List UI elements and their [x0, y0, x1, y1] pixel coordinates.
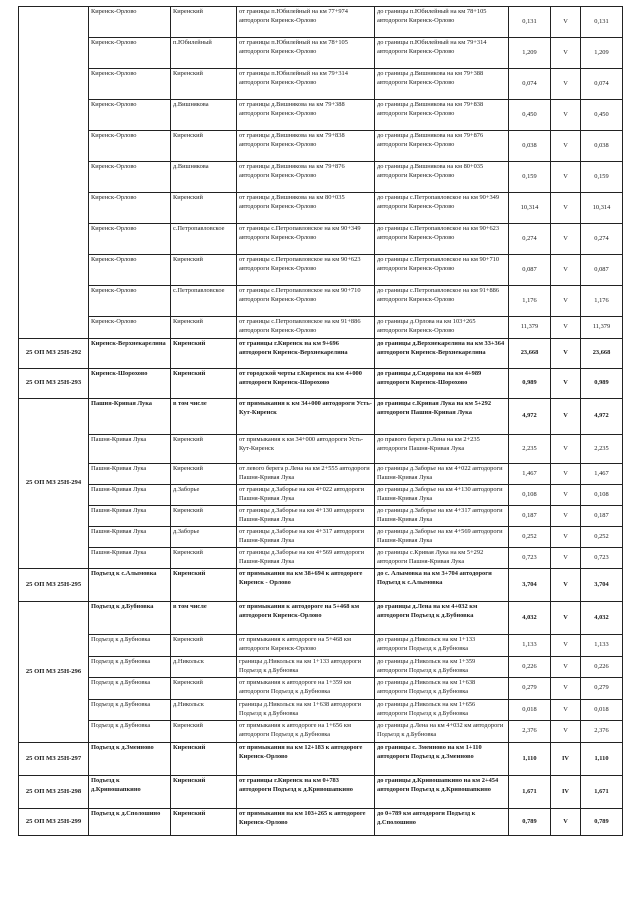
- start-point-cell: от примыкания к автодороге на 5+468 км автодороги Киренск-Орлово: [237, 635, 375, 657]
- locality-cell: д.Никольск: [171, 700, 237, 721]
- total-length-cell: 0,187: [581, 506, 623, 527]
- road-category-cell: V: [551, 286, 581, 317]
- end-point-cell: до границы д.Лена на км 4+032 км автодороги Подъезд к д.Бубновка: [375, 721, 509, 743]
- end-point-cell: до границы с. Змеиново на км 1+110 автодороги Подъезд к д.Змеиново: [375, 743, 509, 776]
- locality-cell: Киренский: [171, 369, 237, 399]
- start-point-cell: от примыкания к автодороге на 5+468 км автодороги Киренск-Орлово: [237, 602, 375, 635]
- table-row: [19, 399, 623, 435]
- table-row: [19, 317, 623, 339]
- road-category-cell: V: [551, 809, 581, 836]
- table-row: [19, 527, 623, 548]
- end-point-cell: до границы д.Заборье на км 4+569 автодороги Пашня-Кривая Лука: [375, 527, 509, 548]
- road-name-cell: Киренск-Орлово: [89, 100, 171, 131]
- total-length-cell: 1,133: [581, 635, 623, 657]
- road-id-cell: 25 ОП МЗ 25Н-293: [19, 369, 89, 399]
- table-row: [19, 548, 623, 569]
- total-length-cell: 0,108: [581, 485, 623, 506]
- total-length-cell: 0,274: [581, 224, 623, 255]
- road-name-cell: Пашня-Кривая Лука: [89, 435, 171, 464]
- length-km-cell: 23,668: [509, 339, 551, 369]
- length-km-cell: 0,989: [509, 369, 551, 399]
- table-row: [19, 369, 623, 399]
- locality-cell: Киренский: [171, 721, 237, 743]
- road-category-cell: V: [551, 657, 581, 678]
- table-row: [19, 193, 623, 224]
- end-point-cell: до границы с.Кривая Лука на км 5+292 автодороги Пашня-Кривая Лука: [375, 399, 509, 435]
- road-name-cell: Киренск-Орлово: [89, 162, 171, 193]
- road-id-cell: [19, 7, 89, 339]
- end-point-cell: до границы д.Орлова на км 103+265 автодороги Киренск-Орлово: [375, 317, 509, 339]
- locality-cell: Киренский: [171, 339, 237, 369]
- table-row: [19, 69, 623, 100]
- total-length-cell: 23,668: [581, 339, 623, 369]
- locality-cell: д.Заборье: [171, 485, 237, 506]
- table-row: [19, 286, 623, 317]
- start-point-cell: от границы п.Юбилейный на км 78+105 автодороги Киренск-Орлово: [237, 38, 375, 69]
- road-category-cell: V: [551, 399, 581, 435]
- locality-cell: с.Петропавловское: [171, 286, 237, 317]
- end-point-cell: до границы д.Вишнякова на км 79+876 автодороги Киренск-Орлово: [375, 131, 509, 162]
- road-category-cell: V: [551, 548, 581, 569]
- end-point-cell: до границы д.Никольск на км 1+359 автодороги Подъезд к д.Бубновка: [375, 657, 509, 678]
- end-point-cell: до границы с.Петропавловское на км 90+710 автодороги Киренск-Орлово: [375, 255, 509, 286]
- table-row: [19, 635, 623, 657]
- start-point-cell: границы д.Никольск на км 1+638 автодороги Подъезд к д.Бубновка: [237, 700, 375, 721]
- road-name-cell: Пашня-Кривая Лука: [89, 399, 171, 435]
- total-length-cell: 0,131: [581, 7, 623, 38]
- total-length-cell: 3,704: [581, 569, 623, 602]
- locality-cell: Киренский: [171, 635, 237, 657]
- start-point-cell: от левого берега р.Лена на км 2+555 автодороги Пашня-Кривая Лука: [237, 464, 375, 485]
- length-km-cell: 0,450: [509, 100, 551, 131]
- road-category-cell: V: [551, 100, 581, 131]
- end-point-cell: до с. Алымовка на км 3+704 автодороги Подъезд к с.Алымовка: [375, 569, 509, 602]
- table-row: [19, 485, 623, 506]
- road-name-cell: Подъезд к д.Бубновка: [89, 602, 171, 635]
- locality-cell: п.Юбилейный: [171, 38, 237, 69]
- road-category-cell: V: [551, 602, 581, 635]
- total-length-cell: 0,723: [581, 548, 623, 569]
- length-km-cell: 1,110: [509, 743, 551, 776]
- length-km-cell: 10,314: [509, 193, 551, 224]
- road-id-cell: 25 ОП МЗ 25Н-298: [19, 776, 89, 809]
- road-category-cell: IV: [551, 776, 581, 809]
- locality-cell: Киренский: [171, 464, 237, 485]
- start-point-cell: от примыкания к автодороге на 1+656 км автодороги Подъезд к д.Бубновка: [237, 721, 375, 743]
- start-point-cell: от границы д.Вишнякова на км 80+035 автодороги Киренск-Орлово: [237, 193, 375, 224]
- road-name-cell: Пашня-Кривая Лука: [89, 527, 171, 548]
- table-row: [19, 7, 623, 38]
- total-length-cell: 1,467: [581, 464, 623, 485]
- end-point-cell: до границы д.Вишнякова на км 79+388 автодороги Киренск-Орлово: [375, 69, 509, 100]
- length-km-cell: 2,376: [509, 721, 551, 743]
- road-category-cell: V: [551, 339, 581, 369]
- road-name-cell: Киренск-Орлово: [89, 131, 171, 162]
- total-length-cell: 0,159: [581, 162, 623, 193]
- length-km-cell: 0,187: [509, 506, 551, 527]
- road-name-cell: Подъезд к д.Бубновка: [89, 700, 171, 721]
- table-row: [19, 100, 623, 131]
- total-length-cell: 1,176: [581, 286, 623, 317]
- length-km-cell: 0,038: [509, 131, 551, 162]
- end-point-cell: до правого берега р.Лена на км 2+235 автодороги Пашня-Кривая Лука: [375, 435, 509, 464]
- road-category-cell: V: [551, 569, 581, 602]
- road-category-cell: V: [551, 678, 581, 700]
- road-category-cell: V: [551, 7, 581, 38]
- end-point-cell: до границы д.Заборье на км 4+317 автодороги Пашня-Кривая Лука: [375, 506, 509, 527]
- locality-cell: Киренский: [171, 131, 237, 162]
- road-category-cell: V: [551, 435, 581, 464]
- length-km-cell: 4,032: [509, 602, 551, 635]
- start-point-cell: от примыкания на км 103+265 к автодороге Киренск-Орлово: [237, 809, 375, 836]
- total-length-cell: 0,074: [581, 69, 623, 100]
- road-name-cell: Подъезд к с.Алымовка: [89, 569, 171, 602]
- road-category-cell: V: [551, 224, 581, 255]
- road-name-cell: Подъезд к д.Сполошино: [89, 809, 171, 836]
- end-point-cell: до 0+789 км автодороги Подъезд к д.Сполошино: [375, 809, 509, 836]
- total-length-cell: 0,279: [581, 678, 623, 700]
- start-point-cell: от примыкания на км 38+694 к автодороге Киренск - Орлово: [237, 569, 375, 602]
- length-km-cell: 4,972: [509, 399, 551, 435]
- start-point-cell: от границы д.Заборье на км 4+569 автодороги Пашня-Кривая Лука: [237, 548, 375, 569]
- table-row: [19, 339, 623, 369]
- road-name-cell: Киренск-Орлово: [89, 286, 171, 317]
- total-length-cell: 1,209: [581, 38, 623, 69]
- length-km-cell: 1,133: [509, 635, 551, 657]
- end-point-cell: до границы д.Лена на км 4+032 км автодороги Подъезд к д.Бубновка: [375, 602, 509, 635]
- length-km-cell: 0,226: [509, 657, 551, 678]
- locality-cell: в том числе: [171, 602, 237, 635]
- road-category-cell: V: [551, 485, 581, 506]
- end-point-cell: до границы д.Никольск на км 1+133 автодороги Подъезд к д.Бубновка: [375, 635, 509, 657]
- road-category-cell: V: [551, 721, 581, 743]
- road-category-cell: V: [551, 317, 581, 339]
- table-row: [19, 776, 623, 809]
- road-name-cell: Подъезд к д.Змеиново: [89, 743, 171, 776]
- table-row: [19, 162, 623, 193]
- length-km-cell: 0,087: [509, 255, 551, 286]
- total-length-cell: 11,379: [581, 317, 623, 339]
- end-point-cell: до границы п.Юбилейный на км 78+105 автодороги Киренск-Орлово: [375, 7, 509, 38]
- start-point-cell: от границы д.Заборье на км 4+130 автодороги Пашня-Кривая Лука: [237, 506, 375, 527]
- length-km-cell: 0,723: [509, 548, 551, 569]
- road-name-cell: Пашня-Кривая Лука: [89, 485, 171, 506]
- road-name-cell: Киренск-Шорохово: [89, 369, 171, 399]
- start-point-cell: от границы п.Юбилейный на км 77+974 автодороги Киренск-Орлово: [237, 7, 375, 38]
- locality-cell: Киренский: [171, 69, 237, 100]
- road-id-cell: 25 ОП МЗ 25Н-295: [19, 569, 89, 602]
- locality-cell: д.Заборье: [171, 527, 237, 548]
- road-name-cell: Подъезд к д.Кривошапкино: [89, 776, 171, 809]
- end-point-cell: до границы с.Петропавловское на км 90+349 автодороги Киренск-Орлово: [375, 193, 509, 224]
- table-row: [19, 809, 623, 836]
- locality-cell: Киренский: [171, 548, 237, 569]
- start-point-cell: от примыкания на км 12+183 к автодороге Киренск-Орлово: [237, 743, 375, 776]
- length-km-cell: 1,467: [509, 464, 551, 485]
- total-length-cell: 0,789: [581, 809, 623, 836]
- total-length-cell: 0,018: [581, 700, 623, 721]
- locality-cell: с.Петропавловское: [171, 224, 237, 255]
- end-point-cell: до границы д.Верхнекарелина на км 33+364 автодороги Киренск-Верхнекарелина: [375, 339, 509, 369]
- start-point-cell: от примыкания к км 34+000 автодороги Усть-Кут-Киренск: [237, 435, 375, 464]
- length-km-cell: 2,235: [509, 435, 551, 464]
- locality-cell: Киренский: [171, 317, 237, 339]
- table-row: [19, 255, 623, 286]
- road-category-cell: V: [551, 193, 581, 224]
- end-point-cell: до границы д.Вишнякова на км 79+838 автодороги Киренск-Орлово: [375, 100, 509, 131]
- table-row: [19, 657, 623, 678]
- road-name-cell: Пашня-Кривая Лука: [89, 464, 171, 485]
- road-name-cell: Киренск-Орлово: [89, 317, 171, 339]
- start-point-cell: границы д.Никольск на км 1+133 автодороги Подъезд к д.Бубновка: [237, 657, 375, 678]
- road-category-cell: V: [551, 255, 581, 286]
- road-name-cell: Подъезд к д.Бубновка: [89, 635, 171, 657]
- total-length-cell: 0,038: [581, 131, 623, 162]
- road-category-cell: V: [551, 464, 581, 485]
- length-km-cell: 1,209: [509, 38, 551, 69]
- road-category-cell: V: [551, 506, 581, 527]
- start-point-cell: от границы д.Заборье на км 4+317 автодороги Пашня-Кривая Лука: [237, 527, 375, 548]
- start-point-cell: от границы д.Вишнякова на км 79+876 автодороги Киренск-Орлово: [237, 162, 375, 193]
- table-row: [19, 721, 623, 743]
- length-km-cell: 0,252: [509, 527, 551, 548]
- road-name-cell: Пашня-Кривая Лука: [89, 506, 171, 527]
- road-category-cell: V: [551, 162, 581, 193]
- end-point-cell: до границы д.Заборье на км 4+130 автодороги Пашня-Кривая Лука: [375, 485, 509, 506]
- road-id-cell: 25 ОП МЗ 25Н-296: [19, 602, 89, 743]
- locality-cell: д.Вишнякова: [171, 162, 237, 193]
- start-point-cell: от границы п.Юбилейный на км 79+314 автодороги Киренск-Орлово: [237, 69, 375, 100]
- total-length-cell: 0,087: [581, 255, 623, 286]
- total-length-cell: 0,989: [581, 369, 623, 399]
- road-name-cell: Киренск-Орлово: [89, 7, 171, 38]
- locality-cell: Киренский: [171, 7, 237, 38]
- road-name-cell: Киренск-Верхнекарелина: [89, 339, 171, 369]
- road-name-cell: Пашня-Кривая Лука: [89, 548, 171, 569]
- end-point-cell: до границы с.Кривая Лука на км 5+292 автодороги Пашня-Кривая Лука: [375, 548, 509, 569]
- road-category-cell: V: [551, 635, 581, 657]
- length-km-cell: 0,159: [509, 162, 551, 193]
- road-name-cell: Киренск-Орлово: [89, 69, 171, 100]
- start-point-cell: от границы г.Киренск на км 0+783 автодороги Подъезд к д.Кривошапкино: [237, 776, 375, 809]
- length-km-cell: 0,108: [509, 485, 551, 506]
- road-name-cell: Киренск-Орлово: [89, 193, 171, 224]
- start-point-cell: от городской черты г.Киренск на км 4+000 автодороги Киренск-Шорохово: [237, 369, 375, 399]
- length-km-cell: 0,279: [509, 678, 551, 700]
- road-category-cell: V: [551, 369, 581, 399]
- table-row: [19, 131, 623, 162]
- locality-cell: Киренский: [171, 776, 237, 809]
- table-row: [19, 464, 623, 485]
- total-length-cell: 10,314: [581, 193, 623, 224]
- length-km-cell: 1,671: [509, 776, 551, 809]
- road-category-cell: IV: [551, 743, 581, 776]
- table-row: [19, 506, 623, 527]
- locality-cell: Киренский: [171, 506, 237, 527]
- length-km-cell: 0,274: [509, 224, 551, 255]
- road-name-cell: Киренск-Орлово: [89, 255, 171, 286]
- locality-cell: в том числе: [171, 399, 237, 435]
- end-point-cell: до границы д.Сидорова на км 4+989 автодороги Киренск-Шорохово: [375, 369, 509, 399]
- start-point-cell: от границы д.Вишнякова на км 79+388 автодороги Киренск-Орлово: [237, 100, 375, 131]
- length-km-cell: 0,074: [509, 69, 551, 100]
- start-point-cell: от границы д.Вишнякова на км 79+838 автодороги Киренск-Орлово: [237, 131, 375, 162]
- locality-cell: Киренский: [171, 809, 237, 836]
- road-category-cell: V: [551, 527, 581, 548]
- table-row: [19, 743, 623, 776]
- start-point-cell: от границы с.Петропавловское на км 91+886 автодороги Киренск-Орлово: [237, 317, 375, 339]
- total-length-cell: 0,226: [581, 657, 623, 678]
- locality-cell: Киренский: [171, 678, 237, 700]
- road-category-cell: V: [551, 38, 581, 69]
- start-point-cell: от примыкания к км 34+000 автодороги Усть-Кут-Киренск: [237, 399, 375, 435]
- start-point-cell: от границы с.Петропавловское на км 90+623 автодороги Киренск-Орлово: [237, 255, 375, 286]
- length-km-cell: 11,379: [509, 317, 551, 339]
- end-point-cell: до границы с.Петропавловское на км 91+886 автодороги Киренск-Орлово: [375, 286, 509, 317]
- length-km-cell: 3,704: [509, 569, 551, 602]
- total-length-cell: 0,252: [581, 527, 623, 548]
- locality-cell: д.Вишнякова: [171, 100, 237, 131]
- total-length-cell: 4,972: [581, 399, 623, 435]
- total-length-cell: 1,671: [581, 776, 623, 809]
- length-km-cell: 0,789: [509, 809, 551, 836]
- road-category-cell: V: [551, 700, 581, 721]
- document-page: [18, 6, 622, 836]
- locality-cell: Киренский: [171, 193, 237, 224]
- length-km-cell: 0,131: [509, 7, 551, 38]
- end-point-cell: до границы д.Заборье на км 4+022 автодороги Пашня-Кривая Лука: [375, 464, 509, 485]
- end-point-cell: до границы д.Никольск на км 1+656 автодороги Подъезд к д.Бубновка: [375, 700, 509, 721]
- table-row: [19, 700, 623, 721]
- total-length-cell: 2,376: [581, 721, 623, 743]
- start-point-cell: от границы с.Петропавловское на км 90+349 автодороги Киренск-Орлово: [237, 224, 375, 255]
- road-id-cell: 25 ОП МЗ 25Н-294: [19, 399, 89, 569]
- locality-cell: Киренский: [171, 435, 237, 464]
- table-row: [19, 435, 623, 464]
- total-length-cell: 0,450: [581, 100, 623, 131]
- table-row: [19, 678, 623, 700]
- locality-cell: Киренский: [171, 569, 237, 602]
- end-point-cell: до границы п.Юбилейный на км 79+314 автодороги Киренск-Орлово: [375, 38, 509, 69]
- locality-cell: Киренский: [171, 255, 237, 286]
- start-point-cell: от границы г.Киренск на км 9+696 автодороги Киренск-Верхнекарелина: [237, 339, 375, 369]
- roads-table: [18, 6, 623, 836]
- table-row: [19, 602, 623, 635]
- start-point-cell: от примыкания к автодороге на 1+359 км автодороги Подъезд к д.Бубновка: [237, 678, 375, 700]
- road-name-cell: Киренск-Орлово: [89, 224, 171, 255]
- total-length-cell: 1,110: [581, 743, 623, 776]
- road-id-cell: 25 ОП МЗ 25Н-299: [19, 809, 89, 836]
- table-row: [19, 224, 623, 255]
- road-category-cell: V: [551, 131, 581, 162]
- end-point-cell: до границы с.Петропавловское на км 90+623 автодороги Киренск-Орлово: [375, 224, 509, 255]
- road-name-cell: Подъезд к д.Бубновка: [89, 678, 171, 700]
- road-category-cell: V: [551, 69, 581, 100]
- locality-cell: д.Никольск: [171, 657, 237, 678]
- table-row: [19, 38, 623, 69]
- road-id-cell: 25 ОП МЗ 25Н-292: [19, 339, 89, 369]
- start-point-cell: от границы д.Заборье на км 4+022 автодороги Пашня-Кривая Лука: [237, 485, 375, 506]
- locality-cell: Киренский: [171, 743, 237, 776]
- table-row: [19, 569, 623, 602]
- road-id-cell: 25 ОП МЗ 25Н-297: [19, 743, 89, 776]
- end-point-cell: до границы д.Кривошапкино на км 2+454 автодороги Подъезд к д.Кривошапкино: [375, 776, 509, 809]
- end-point-cell: до границы д.Никольск на км 1+638 автодороги Подъезд к д.Бубновка: [375, 678, 509, 700]
- total-length-cell: 2,235: [581, 435, 623, 464]
- end-point-cell: до границы д.Вишнякова на км 80+035 автодороги Киренск-Орлово: [375, 162, 509, 193]
- road-name-cell: Подъезд к д.Бубновка: [89, 657, 171, 678]
- length-km-cell: 0,018: [509, 700, 551, 721]
- road-name-cell: Подъезд к д.Бубновка: [89, 721, 171, 743]
- start-point-cell: от границы с.Петропавловское на км 90+710 автодороги Киренск-Орлово: [237, 286, 375, 317]
- total-length-cell: 4,032: [581, 602, 623, 635]
- length-km-cell: 1,176: [509, 286, 551, 317]
- road-name-cell: Киренск-Орлово: [89, 38, 171, 69]
